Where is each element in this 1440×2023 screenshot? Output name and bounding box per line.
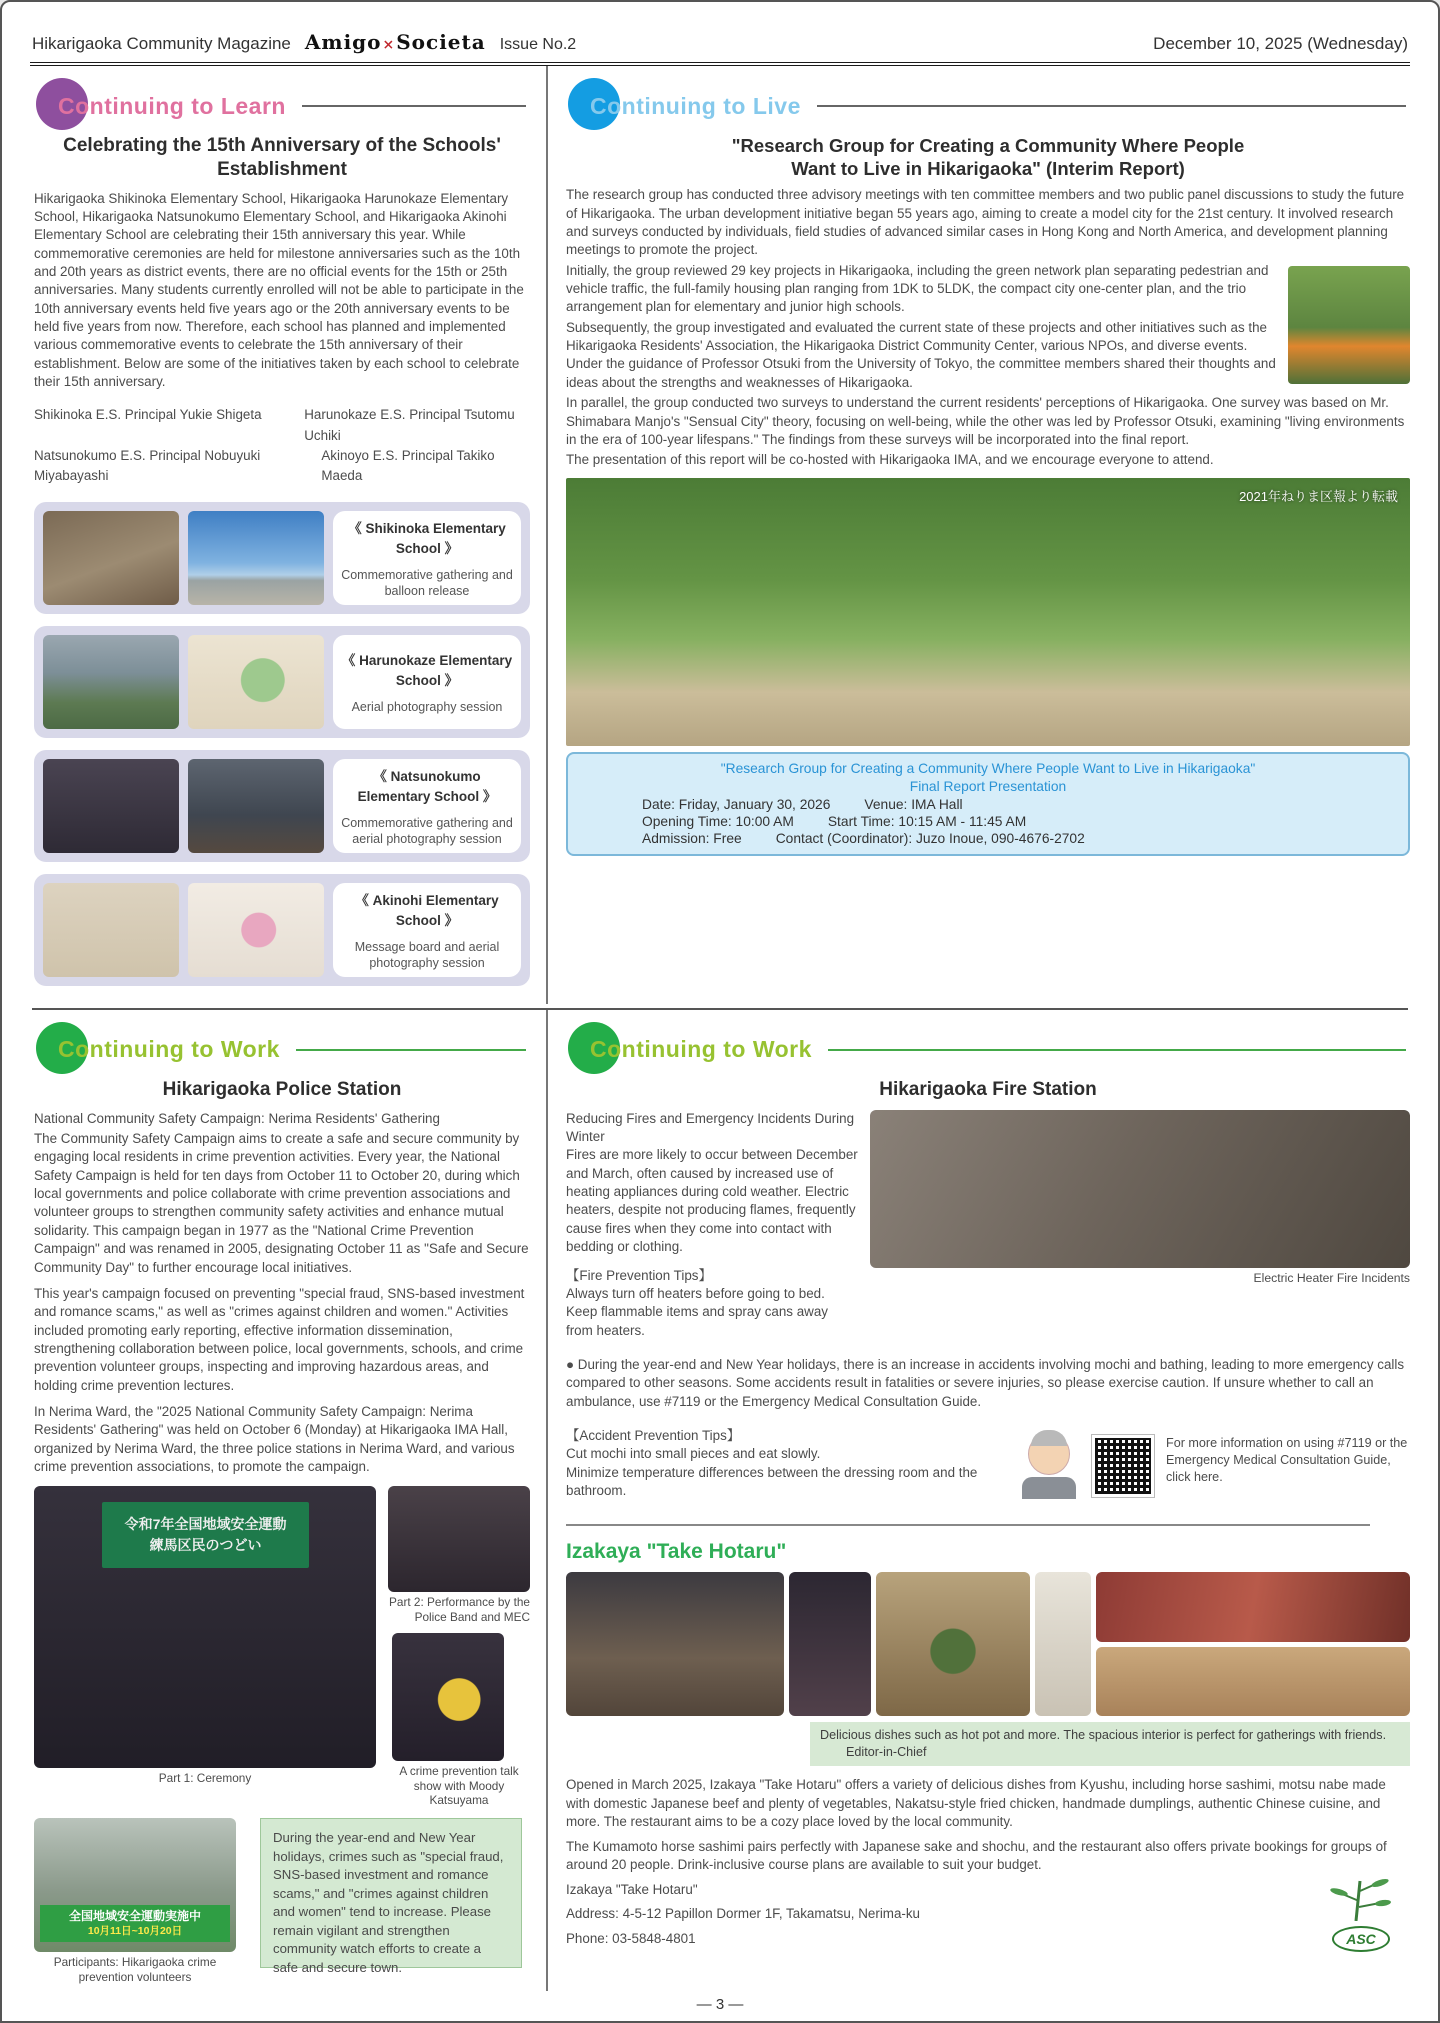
live-paragraph: The research group has conducted three advisory meetings with ten committee members and two public panel discussions to study the future of Hikarigaoka. The urban development initiative began 55 years ago, aiming to create a model city for the 21st century. It involved research and surveys conducted by individuals, field studies of advanced similar cases in Hong Kong and North America, and development planning meetings to promote the project. <box>566 187 1405 258</box>
police-paragraph: This year's campaign focused on preventing "special fraud, SNS-based investment and romance scams," as well as "crimes against children and women." Activities included promoting early reporting, effective information dissemination, strengthening collaboration between police, local governments, schools, and crime prevention volunteer groups, inspecting and improving hazardous areas, and holding crime prevention lectures. <box>34 1285 525 1393</box>
learn-title: Celebrating the 15th Anniversary of the Schools' Establishment <box>63 135 501 180</box>
accident-tip: Minimize temperature differences between the dressing room and the bathroom. <box>566 1464 978 1499</box>
event-admission: Admission: Free <box>642 831 742 847</box>
event-venue: Venue: IMA Hall <box>864 797 963 813</box>
photo-field-survey <box>1288 266 1410 384</box>
school-card-akinohi <box>34 874 530 986</box>
school-name: 《 Natsunokumo Elementary School 》 <box>357 768 497 804</box>
izakaya-caption-credit: Editor-in-Chief <box>846 1745 927 1760</box>
principal-name: Akinoyo E.S. Principal Takiko Maeda <box>321 447 495 483</box>
fire-tips-title: 【Fire Prevention Tips】 <box>566 1267 712 1283</box>
event-opening-time: Opening Time: 10:00 AM <box>642 814 794 830</box>
stage-screen-text <box>102 1502 308 1568</box>
fire-label: Continuing to Work <box>590 1036 812 1063</box>
accident-tips-row <box>566 1427 1410 1508</box>
learn-label-row <box>34 84 530 128</box>
school-caption-box <box>333 883 521 977</box>
fire-title: Hikarigaoka Fire Station <box>879 1078 1097 1100</box>
principal-name: Harunokaze E.S. Principal Tsutomu Uchiki <box>304 407 515 443</box>
school-desc: Message board and aerial photography session <box>354 939 500 970</box>
fire-intro: Reducing Fires and Emergency Incidents During Winter <box>566 1110 855 1144</box>
section-police <box>30 1010 546 1991</box>
section-learn <box>30 66 546 1004</box>
accident-tip: Cut mochi into small pieces and eat slowly. <box>566 1446 821 1462</box>
section-fire <box>546 1010 1410 1991</box>
police-notice-box: During the year-end and New Year holidays, crimes such as "special fraud, SNS-based investment and romance scams," and "crimes against children and women" tend to increase. Please remain vigilant and strengthen community watch efforts to create a safe and secure town. <box>260 1818 522 1968</box>
photo-akinohi-artwork <box>188 883 324 977</box>
izakaya-paragraph: The Kumamoto horse sashimi pairs perfectly with Japanese sake and shochu, and the restaurant also offers private bookings for groups of around 20 people. Drink-inclusive course plans are available to suit your budget. <box>566 1838 1387 1873</box>
issue-date: December 10, 2025 (Wednesday) <box>1153 34 1408 53</box>
police-label: Continuing to Work <box>58 1036 280 1063</box>
photo-shikinoka-gathering <box>43 511 179 605</box>
bottom-columns <box>30 1010 1410 1991</box>
event-date: Date: Friday, January 30, 2026 <box>642 797 831 813</box>
fire-tip: Keep flammable items and spray cans away from heaters. <box>566 1304 828 1338</box>
learn-body: Hikarigaoka Shikinoka Elementary School, Hikarigaoka Harunokaze Elementary School, Hikarigaoka Natsunokumo Elementary School, and Hikarigaoka Akinohi Elementary School are celebrating their 15th anniversary this year. While commemorative ceremonies are held for milestone anniversaries such as the 10th and 20th years as district events, there are no official events for the 15th or 25th anniversaries. Many students currently enrolled will not be able to participate in the 10th anniversary events held five years ago or the 20th anniversary events to be held five years from now. Therefore, each school has planned and implemented various commemorative events to celebrate the 15th anniversary of their establishment. Below are some of the initiatives taken by each school to celebrate their 15th anniversary. <box>34 190 524 390</box>
izakaya-photos <box>566 1572 1410 1716</box>
stage-banner-line1: 令和7年全国地域安全運動 <box>124 1516 287 1533</box>
live-title: "Research Group for Creating a Community Where People Want to Live in Hikarigaoka" (Interim Report) <box>731 135 1245 180</box>
caption-talk-show: A crime prevention talk show with Moody Katsuyama <box>399 1763 519 1808</box>
police-photos <box>34 1486 530 1808</box>
izakaya-title: Izakaya "Take Hotaru" <box>566 1540 787 1564</box>
izakaya-caption <box>810 1722 1410 1766</box>
photo-natsunokumo-stage <box>43 759 179 853</box>
live-paragraph: The presentation of this report will be co-hosted with Hikarigaoka IMA, and we encourage everyone to attend. <box>566 452 1214 468</box>
logo-amigo: Amigo <box>304 30 382 54</box>
photo-police-band <box>388 1486 530 1592</box>
label-rule <box>817 105 1406 107</box>
caption-part2: Part 2: Performance by the Police Band and MEC <box>389 1595 530 1625</box>
photo-interior <box>789 1572 871 1716</box>
banner-line2: 10月11日~10月20日 <box>87 1925 183 1938</box>
bamboo-illustration <box>1326 1877 1396 1921</box>
photo-harunokaze-crowd <box>43 635 179 729</box>
page-number: — 3 — <box>696 1996 744 2013</box>
izakaya-phone: Phone: 03-5848-4801 <box>566 1930 696 1946</box>
fire-paragraph-emergency: ● During the year-end and New Year holidays, there is an increase in accidents involving mochi and bathing, leading to more emergency calls compared to other seasons. Some accidents result in fatalities or severe injuries, so please exercise caution. If unsure whether to call an ambulance, use #7119 or the Emergency Medical Consultation Guide. <box>566 1356 1405 1409</box>
school-card-shikinoka <box>34 502 530 614</box>
police-subtitle: National Community Safety Campaign: Nerima Residents' Gathering <box>34 1110 440 1126</box>
school-card-natsunokumo <box>34 750 530 862</box>
photo-message-board <box>43 883 179 977</box>
principal-name: Natsunokumo E.S. Principal Nobuyuki Miyabayashi <box>34 447 261 483</box>
live-label-row <box>566 84 1410 128</box>
stage-banner-line2: 練馬区民のつどい <box>149 1537 262 1554</box>
photo-hikarigaoka-park <box>566 478 1410 746</box>
live-paragraph: Subsequently, the group investigated and evaluated the current state of these projects and other initiatives such as the Hikarigaoka Residents' Association, the Hikarigaoka District Community Center, various NPOs, and diverse events. Under the guidance of Professor Otsuki from the University of Tokyo, the committee members shared their thoughts and ideas about the strengths and weaknesses of Hikarigaoka. <box>566 319 1276 390</box>
section-live <box>546 66 1410 1004</box>
photo-volunteers <box>34 1818 236 1952</box>
label-rule <box>302 105 526 107</box>
izakaya-body-wrap <box>566 1776 1410 1948</box>
fire-tip: Always turn off heaters before going to bed. <box>566 1285 825 1301</box>
fire-izakaya-divider <box>566 1524 1370 1526</box>
photo-hot-pot <box>876 1572 1030 1716</box>
fire-row <box>566 1110 1410 1348</box>
caption-part1: Part 1: Ceremony <box>158 1771 252 1786</box>
info-box-title-2: Final Report Presentation <box>909 778 1067 794</box>
info-box-title-1: "Research Group for Creating a Community Where People Want to Live in Hikarigaoka" <box>720 760 1256 776</box>
learn-label: Continuing to Learn <box>58 92 286 119</box>
school-name: 《 Akinohi Elementary School 》 <box>355 892 499 928</box>
photo-dumplings <box>1096 1647 1410 1717</box>
issue-number: Issue No.2 <box>499 36 577 53</box>
school-desc: Commemorative gathering and balloon release <box>341 567 513 598</box>
event-contact: Contact (Coordinator): Juzo Inoue, 090-4676-2702 <box>775 831 1085 847</box>
elderly-man-illustration <box>1018 1433 1080 1501</box>
photo-talk-show <box>392 1633 504 1761</box>
qr-code <box>1092 1435 1154 1497</box>
banner-line1: 全国地域安全運動実施中 <box>68 1908 201 1923</box>
school-desc: Aerial photography session <box>351 699 503 714</box>
magazine-name: Hikarigaoka Community Magazine <box>32 34 291 53</box>
fire-label-row <box>566 1028 1410 1072</box>
photo-heater-fire <box>870 1110 1410 1268</box>
label-rule <box>828 1049 1406 1051</box>
police-paragraph: The Community Safety Campaign aims to create a safe and secure community by engaging local residents in crime prevention activities. Every year, the National Safety Campaign is held for ten days from October 11 to October 20, during which local governments and police collaborate with crime prevention associations and volunteer groups to strengthen community safety activities and enhance mutual solidarity. This campaign began in 1977 as the "National Crime Prevention Campaign" and was renamed in 2005, designating October 11 as "Safe and Secure Community Day" to further encourage local initiatives. <box>34 1131 529 1275</box>
live-paragraph: In parallel, the group conducted two surveys to understand the current residents' perceptions of Hikarigaoka. One survey was based on Mr. Shimabara Manjo's "Sensual City" theory, focusing on well-being, while the other was led by Professor Otsuki, examining "living environments in the era of 100-year lifespans." The findings from these surveys will be incorporated into the final report. <box>566 395 1405 447</box>
police-label-row <box>34 1028 530 1072</box>
campaign-banner <box>40 1905 230 1942</box>
caption-heater-fire: Electric Heater Fire Incidents <box>1253 1270 1410 1285</box>
caption-participants: Participants: Hikarigaoka crime prevention volunteers <box>53 1955 217 1984</box>
page-header <box>30 26 1410 66</box>
label-rule <box>296 1049 526 1051</box>
photo-storefront <box>566 1572 784 1716</box>
event-start-time: Start Time: 10:15 AM - 11:45 AM <box>827 814 1027 830</box>
asc-logo: ASC <box>1332 1926 1390 1952</box>
izakaya-caption-text: Delicious dishes such as hot pot and more. The spacious interior is perfect for gatherings with friends. <box>820 1728 1387 1743</box>
accident-tips-title: 【Accident Prevention Tips】 <box>566 1428 741 1444</box>
school-caption-box <box>333 511 521 605</box>
izakaya-name: Izakaya "Take Hotaru" <box>566 1881 698 1897</box>
photo-ceremony-stage <box>34 1486 376 1768</box>
photo-sake-bottles <box>1035 1572 1091 1716</box>
school-caption-box <box>333 759 521 853</box>
principals-list <box>34 405 530 485</box>
school-name: 《 Shikinoka Elementary School 》 <box>348 520 506 556</box>
school-caption-box <box>333 635 521 729</box>
fire-paragraph: Fires are more likely to occur between December and March, often caused by increased use of heating appliances during cold weather. Electric heaters, despite not producing flames, frequently cause fires when they come into contact with bedding or clothing. <box>566 1147 858 1255</box>
police-title: Hikarigaoka Police Station <box>162 1078 402 1100</box>
fire-text-col <box>566 1110 858 1340</box>
asc-logo-wrap <box>1326 1877 1396 1952</box>
top-columns <box>30 66 1410 1004</box>
logo-x-mark: × <box>382 37 396 53</box>
photo-credit: 2021年ねりま区報より転載 <box>1239 488 1398 504</box>
park-photo-wrap <box>566 478 1410 746</box>
photo-balloon-release <box>188 511 324 605</box>
amigo-societa-logo <box>305 30 486 54</box>
izakaya-paragraph: Opened in March 2025, Izakaya "Take Hotaru" offers a variety of delicious dishes from Kyushu, including horse sashimi, motsu nabe made with domestic Japanese beef and plenty of vegetables, Nakatsu-style fried chicken, handmade dumplings, authentic Chinese cuisine, and more. The restaurant aims to be a cozy place loved by the local community. <box>566 1777 1386 1830</box>
photo-natsunokumo-gathering <box>188 759 324 853</box>
live-paragraph: Initially, the group reviewed 29 key projects in Hikarigaoka, including the green network plan separating pedestrian and vehicle traffic, the full-family housing plan ranging from 1DK to 5LDK, the compact city one-center plan, and the trio arrangement plan for elementary and junior high schools. <box>566 262 1269 315</box>
final-report-info-box <box>566 752 1410 857</box>
school-desc: Commemorative gathering and aerial photography session <box>341 815 513 846</box>
school-card-harunokaze <box>34 626 530 738</box>
izakaya-address: Address: 4-5-12 Papillon Dormer 1F, Takamatsu, Nerima-ku <box>566 1906 920 1922</box>
school-name: 《 Harunokaze Elementary School 》 <box>341 652 513 688</box>
photo-harunokaze-artwork <box>188 635 324 729</box>
logo-societa: Societa <box>396 30 486 54</box>
police-bottom-row <box>34 1818 530 1984</box>
qr-note: For more information on using #7119 or the Emergency Medical Consultation Guide, click here. <box>1166 1436 1408 1485</box>
accident-tips <box>566 1427 1006 1500</box>
police-paragraph: In Nerima Ward, the "2025 National Community Safety Campaign: Nerima Residents' Gathering" was held on October 6 (Monday) at Hikarigaoka IMA Hall, organized by Nerima Ward, the three police stations in Nerima Ward, and various crime prevention associations, to promote the campaign. <box>34 1404 515 1475</box>
photo-horse-sashimi <box>1096 1572 1410 1642</box>
live-body <box>566 186 1410 469</box>
live-label: Continuing to Live <box>590 92 801 119</box>
principal-name: Shikinoka E.S. Principal Yukie Shigeta <box>34 407 262 423</box>
